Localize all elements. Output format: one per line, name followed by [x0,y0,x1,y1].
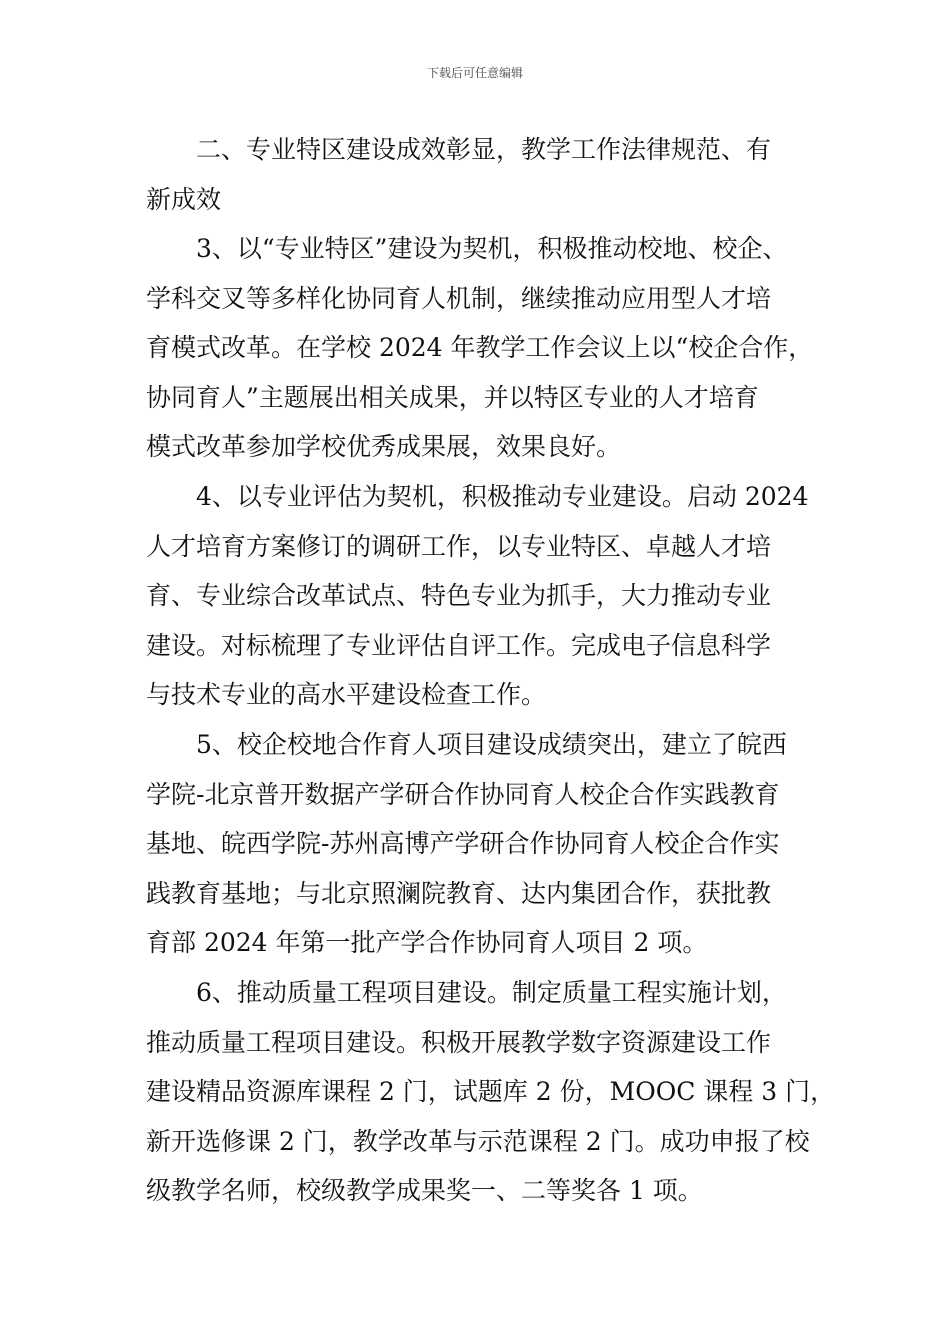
text-line: 建设精品资源库课程 2 门，试题库 2 份，MOOC 课程 3 门， [146,1077,836,1106]
text-line: 5、校企校地合作育人项目建设成绩突出，建立了皖西 [196,730,787,759]
page-header: 下载后可任意编辑 [426,66,523,80]
text-line: 育模式改革。在学校 2024 年教学工作会议上以“校企合作， [146,333,814,362]
text-line: 育、专业综合改革试点、特色专业为抓手，大力推动专业 [146,581,772,610]
text-line: 6、推动质量工程项目建设。制定质量工程实施计划， [196,978,787,1007]
text-line: 育部 2024 年第一批产学合作协同育人项目 2 项。 [146,928,708,957]
text-line: 学科交叉等多样化协同育人机制，继续推动应用型人才培 [146,284,772,313]
text-line: 协同育人”主题展出相关成果，并以特区专业的人才培育 [146,383,759,412]
text-line: 学院-北京普开数据产学研合作协同育人校企合作实践教育 [146,780,780,809]
text-line: 模式改革参加学校优秀成果展，效果良好。 [146,432,622,461]
text-line: 推动质量工程项目建设。积极开展教学数字资源建设工作 [146,1028,772,1057]
text-line: 级教学名师，校级教学成果奖一、二等奖各 1 项。 [146,1176,703,1205]
text-line: 建设。对标梳理了专业评估自评工作。完成电子信息科学 [146,631,772,660]
text-line: 3、以“专业特区”建设为契机，积极推动校地、校企、 [196,234,788,263]
text-line: 基地、皖西学院-苏州高博产学研合作协同育人校企合作实 [146,829,780,858]
text-line: 4、以专业评估为契机，积极推动专业建设。启动 2024 [196,482,809,511]
text-line: 践教育基地；与北京照澜院教育、达内集团合作，获批教 [146,879,772,908]
text-line: 与技术专业的高水平建设检查工作。 [146,680,547,709]
text-line: 新成效 [146,185,222,214]
text-line: 二、专业特区建设成效彰显，教学工作法律规范、有 [196,135,772,164]
text-line: 新开选修课 2 门，教学改革与示范课程 2 门。成功申报了校 [146,1127,810,1156]
text-line: 人才培育方案修订的调研工作，以专业特区、卓越人才培 [146,532,772,561]
